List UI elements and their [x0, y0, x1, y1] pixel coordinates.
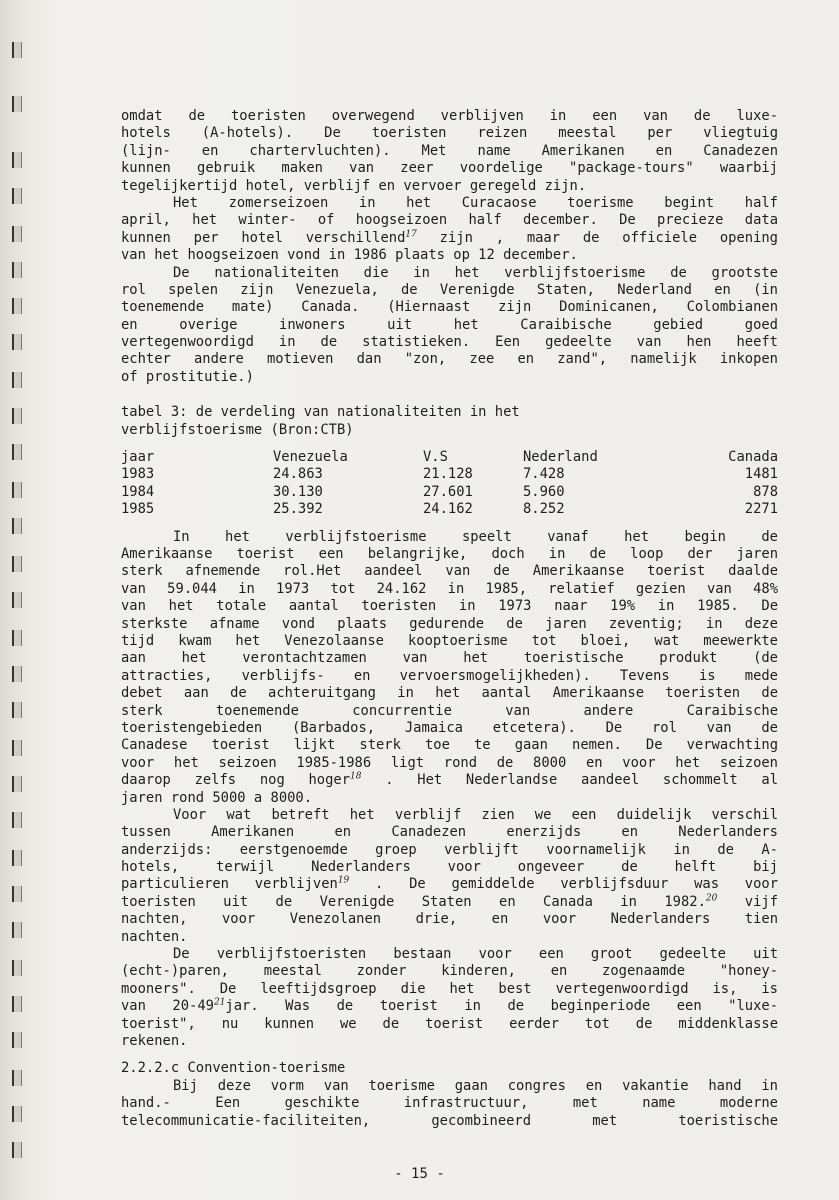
text-line: verblijfstoerisme (Bron:CTB): [121, 421, 354, 438]
text-line: [121, 772, 778, 789]
footnote-marker: 19: [337, 875, 350, 886]
text-line: omdat de toeristen overwegend verblijven in een van de luxe-: [121, 108, 778, 124]
text-line: Voor wat betreft het verblijf zien we een duidelijk verschil: [173, 806, 778, 823]
footnote-marker: 18: [350, 771, 362, 782]
table-cell: 1984: [121, 483, 155, 500]
text-line: [121, 894, 778, 911]
text-line: Amerikaanse toerist een belangrijke, doch in de loop der jaren: [121, 546, 778, 563]
text-line: en overige inwoners uit het Caraibische gebied goed: [121, 316, 778, 333]
text-line: nachten, voor Venezolanen drie, en voor Nederlanders tien: [121, 911, 778, 928]
text-line: van het hoogseizoen vond in 1986 plaats op 12 december.: [121, 247, 578, 264]
text-span: toeristen uit de Verenigde Staten en Canada in 1982.: [121, 893, 706, 910]
table-row: [121, 501, 778, 518]
table-cell: 7.428: [523, 466, 565, 483]
text-line: (lijn- en chartervluchten). Met name Amerikanen en Canadezen: [121, 142, 778, 159]
paragraph-accommodation: [121, 108, 778, 195]
text-line: jaren rond 5000 a 8000.: [121, 789, 313, 806]
text-line: anderzijds: eerstgenoemde groep verblijft voornamelijk in de A-: [121, 841, 778, 858]
text-line: mooners". De leeftijdsgroep die het best vertegenwoordigd is, is: [121, 980, 778, 997]
table-cell: 24.863: [273, 466, 323, 483]
table-cell: 2271: [744, 501, 778, 518]
text-line: De nationaliteiten die in het verblijfstoerisme de grootste: [173, 264, 778, 281]
text-line: van 59.044 in 1973 tot 24.162 in 1985, relatief gezien van 48%: [121, 580, 778, 597]
footnote-marker: 21: [213, 997, 226, 1008]
table-header-cell: Nederland: [523, 449, 598, 466]
text-line: toenemende mate) Canada. (Hiernaast zijn Dominicanen, Colombianen: [121, 299, 778, 316]
text-line: Canadese toerist lijkt sterk toe te gaan nemen. De verwachting: [121, 737, 778, 754]
text-line: tegelijkertijd hotel, verblijf en vervoer geregeld zijn.: [121, 177, 587, 194]
text-line: toerist", nu kunnen we de toerist eerder tot de middenklasse: [121, 1015, 778, 1032]
table-cell: 1985: [121, 501, 155, 518]
text-line: hand.- Een geschikte infrastructuur, met name moderne: [121, 1095, 778, 1112]
table-header-row: [121, 449, 778, 466]
text-line: sterkste afname vond plaats gedurende de jaren zeventig; in deze: [121, 615, 778, 632]
text-span: van 20-49: [121, 998, 214, 1015]
text-line: echter andere motieven dan "zon, zee en zand", namelijk inkopen: [121, 351, 778, 368]
paragraph-nationalities: [121, 265, 778, 387]
table-cell: 5.960: [523, 483, 565, 500]
text-span: kunnen per hotel verschillend: [121, 229, 406, 246]
paragraph-stay: [121, 807, 778, 946]
text-line: attracties, verblijfs- en vervoersmogelijkheden). Tevens is mede: [121, 667, 778, 684]
text-line: april, het winter- of hoogseizoen half december. De precieze data: [121, 212, 778, 229]
text-line: voor het seizoen 1985-1986 ligt rond de 8000 en voor het seizoen: [121, 754, 778, 771]
table-header-cell: jaar: [121, 449, 155, 466]
paragraph-season: [121, 195, 778, 265]
table-header-cell: Venezuela: [273, 449, 348, 466]
text-line: [121, 998, 778, 1015]
text-line: [121, 230, 778, 247]
text-line: rekenen.: [121, 1032, 188, 1049]
footnote-marker: 17: [405, 229, 417, 240]
text-line: tijd kwam het Venezolaanse kooptoerisme tot bloei, wat meewerkte: [121, 633, 778, 649]
table-header-cell: V.S: [423, 449, 448, 466]
text-line: debet aan de achteruitgang in het aantal Amerikaanse toeristen de: [121, 685, 778, 702]
table-cell: 1481: [744, 466, 778, 483]
text-line: Bij deze vorm van toerisme gaan congres en vakantie hand in: [173, 1077, 778, 1094]
table-cell: 21.128: [423, 466, 473, 483]
nationalities-table: [121, 449, 778, 519]
text-span: particulieren verblijven: [121, 876, 338, 893]
text-line: of prostitutie.): [121, 368, 254, 385]
text-line: vertegenwoordigd in de statistieken. Een gedeelte van hen heeft: [121, 334, 778, 351]
footnote-marker: 20: [705, 893, 718, 904]
text-line: kunnen gebruik maken van zeer voordelige "package-tours" waarbij: [121, 160, 778, 177]
text-span: jar. Was de toerist in de beginperiode een "luxe-: [225, 998, 779, 1015]
paragraph-american-tourists: [121, 529, 778, 807]
text-line: (echt-)paren, meestal zonder kinderen, en zogenaamde "honey-: [121, 963, 778, 980]
table-cell: 24.162: [423, 501, 473, 518]
spiral-binding: [8, 30, 30, 1190]
text-line: telecommunicatie-faciliteiten, gecombineerd met toeristische: [121, 1112, 778, 1129]
text-line: sterk toenemende concurrentie van andere Caraibische: [121, 702, 778, 719]
document-body: [121, 108, 778, 1130]
table-row: [121, 466, 778, 483]
table-caption: [121, 404, 778, 439]
text-line: hotels, terwijl Nederlanders voor ongeveer de helft bij: [121, 859, 778, 876]
table-cell: 25.392: [273, 501, 323, 518]
text-line: rol spelen zijn Venezuela, de Verenigde Staten, Nederland en (in: [121, 281, 778, 298]
text-line: van het totale aantal toeristen in 1973 naar 19% in 1985. De: [121, 598, 778, 615]
text-line: sterk afnemende rol.Het aandeel van de Amerikaanse toerist daalde: [121, 563, 778, 580]
text-line: Het zomerseizoen in het Curacaose toerisme begint half: [173, 194, 778, 211]
text-span: vijf: [717, 893, 778, 910]
table-cell: 878: [753, 483, 778, 500]
text-line: tabel 3: de verdeling van nationaliteiten in het: [121, 404, 520, 421]
table-cell: 30.130: [273, 483, 323, 500]
table-cell: 8.252: [523, 501, 565, 518]
page-number: - 15 -: [394, 1166, 445, 1182]
table-cell: 27.601: [423, 483, 473, 500]
table-row: [121, 484, 778, 501]
text-line: hotels (A-hotels). De toeristen reizen meestal per vliegtuig: [121, 125, 778, 142]
table-cell: 1983: [121, 466, 155, 483]
text-span: . Het Nederlandse aandeel schommelt al: [361, 772, 778, 789]
text-line: [121, 876, 778, 893]
text-line: In het verblijfstoerisme speelt vanaf het begin de: [173, 528, 778, 545]
text-span: daarop zelfs nog hoger: [121, 772, 351, 789]
paragraph-demographics: [121, 946, 778, 1050]
paragraph-convention: [121, 1078, 778, 1130]
text-span: zijn , maar de officiele opening: [416, 229, 778, 246]
text-line: aan het verontachtzamen van het toeristische produkt (de: [121, 650, 778, 667]
text-line: tussen Amerikanen en Canadezen enerzijds en Nederlanders: [121, 824, 778, 841]
section-heading: 2.2.2.c Convention-toerisme: [121, 1060, 346, 1077]
text-line: toeristengebieden (Barbados, Jamaica etcetera). De rol van de: [121, 719, 778, 736]
table-header-cell: Canada: [728, 449, 778, 466]
text-line: nachten.: [121, 928, 188, 945]
text-span: . De gemiddelde verblijfsduur was voor: [349, 876, 779, 893]
text-line: De verblijfstoeristen bestaan voor een groot gedeelte uit: [173, 946, 778, 963]
